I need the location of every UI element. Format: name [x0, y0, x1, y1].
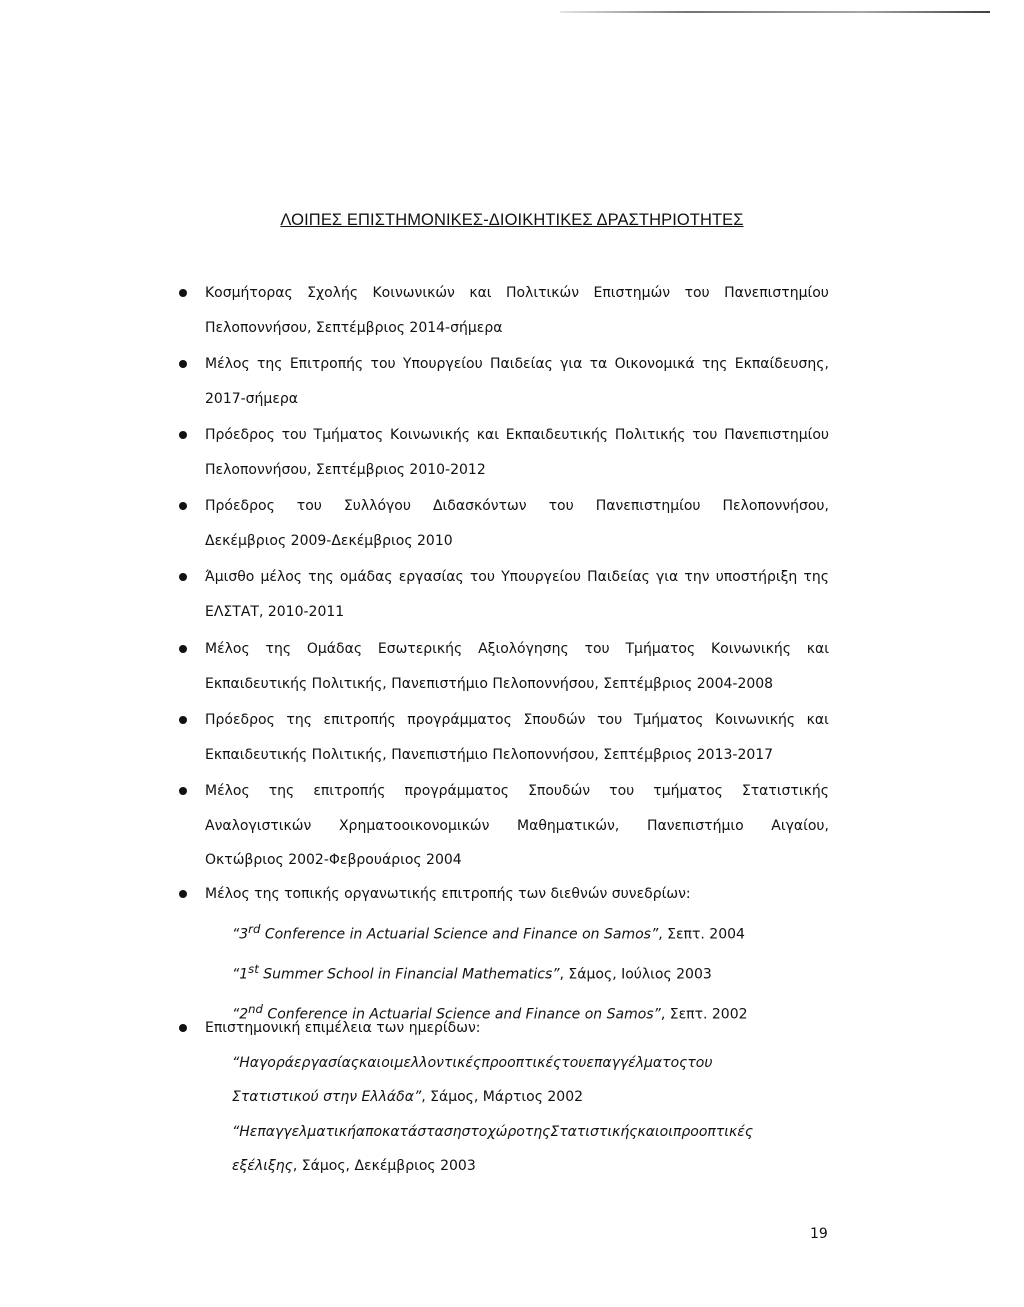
- item-line: Μέλος της Επιτροπής του Υπουργείου Παιδείας για τα Οικονομικά της Εκπαίδευσης,: [205, 356, 829, 372]
- item-line: Πρόεδρος του Συλλόγου Διδασκόντων του Πανεπιστημίου Πελοποννήσου,: [205, 498, 829, 514]
- workshop-line: “Ηαγοράεργασίαςκαιοιμελλοντικέςπροοπτικέςτουεπαγγέλματοςτου: [232, 1054, 713, 1071]
- item-line: Πρόεδρος της επιτροπής προγράμματος Σπουδών του Τμήματος Κοινωνικής και: [205, 712, 829, 728]
- page-number: 19: [810, 1226, 828, 1242]
- workshop-line: εξέλιξης, Σάμος, Δεκέμβριος 2003: [232, 1158, 476, 1174]
- item-line: Εκπαιδευτικής Πολιτικής, Πανεπιστήμιο Πελοποννήσου, Σεπτέμβριος 2004-2008: [205, 675, 774, 692]
- item-line: Μέλος της επιτροπής προγράμματος Σπουδών του τμήματος Στατιστικής: [205, 783, 829, 799]
- item-line: Πρόεδρος του Τμήματος Κοινωνικής και Εκπαιδευτικής Πολιτικής του Πανεπιστημίου: [205, 427, 829, 443]
- list-item: [205, 276, 829, 345]
- item-line: Άμισθο μέλος της ομάδας εργασίας του Υπουργείου Παιδείας για την υποστήριξη της: [205, 569, 829, 585]
- bullet-icon: [179, 502, 187, 510]
- bullet-icon: [179, 431, 187, 439]
- bullet-icon: [179, 787, 187, 795]
- bullet-icon: [179, 890, 187, 898]
- bullet-icon: [179, 645, 187, 653]
- list-item: [205, 418, 829, 487]
- list-item: [205, 347, 829, 416]
- item-line: Δεκέμβριος 2009-Δεκέμβριος 2010: [205, 532, 453, 549]
- conference-line: “2nd Conference in Actuarial Science and Finance on Samos”, Σεπτ. 2002: [232, 1001, 748, 1023]
- list-item-org-committee: [205, 877, 829, 1032]
- section-title: ΛΟΙΠΕΣ ΕΠΙΣΤΗΜΟΝΙΚΕΣ-ΔΙΟΙΚΗΤΙΚΕΣ ΔΡΑΣΤΗΡΙΟΤΗΤΕΣ: [280, 211, 744, 229]
- bullet-icon: [179, 360, 187, 368]
- conference-line: “1st Summer School in Financial Mathematics”, Σάμος, Ιούλιος 2003: [232, 961, 712, 983]
- item-line: Πελοποννήσου, Σεπτέμβριος 2010-2012: [205, 461, 486, 478]
- item-line: Κοσμήτορας Σχολής Κοινωνικών και Πολιτικών Επιστημών του Πανεπιστημίου: [205, 285, 829, 301]
- item-line: 2017-σήμερα: [205, 390, 299, 407]
- item-line: Εκπαιδευτικής Πολιτικής, Πανεπιστήμιο Πελοποννήσου, Σεπτέμβριος 2013-2017: [205, 746, 774, 763]
- workshop-line: “ΗεπαγγελματικήαποκατάστασηστοχώροτηςΣτατιστικήςκαιοιπροοπτικές: [232, 1123, 754, 1140]
- workshop-line: Στατιστικού στην Ελλάδα”, Σάμος, Μάρτιος 2002: [232, 1089, 584, 1105]
- item-line: Οκτώβριος 2002-Φεβρουάριος 2004: [205, 852, 462, 868]
- list-item: [205, 489, 829, 558]
- list-item: [205, 703, 829, 772]
- bullet-icon: [179, 573, 187, 581]
- list-item: [205, 560, 829, 629]
- item-line: Πελοποννήσου, Σεπτέμβριος 2014-σήμερα: [205, 319, 503, 336]
- item-line: Μέλος της τοπικής οργανωτικής επιτροπής των διεθνών συνεδρίων:: [205, 886, 691, 902]
- bullet-icon: [179, 716, 187, 724]
- conference-line: “3rd Conference in Actuarial Science and Finance on Samos”, Σεπτ. 2004: [232, 921, 745, 943]
- item-line: Επιστημονική επιμέλεια των ημερίδων:: [205, 1020, 481, 1036]
- bullet-icon: [179, 289, 187, 297]
- item-line: Μέλος της Ομάδας Εσωτερικής Αξιολόγησης του Τμήματος Κοινωνικής και: [205, 641, 829, 657]
- item-line: ΕΛΣΤΑΤ, 2010-2011: [205, 603, 345, 620]
- list-item: [205, 774, 829, 878]
- list-item: [205, 632, 829, 701]
- list-item-scientific-editing: [205, 1011, 829, 1184]
- item-line: Αναλογιστικών Χρηματοοικονομικών Μαθηματικών, Πανεπιστήμιο Αιγαίου,: [205, 817, 829, 834]
- bullet-icon: [179, 1024, 187, 1032]
